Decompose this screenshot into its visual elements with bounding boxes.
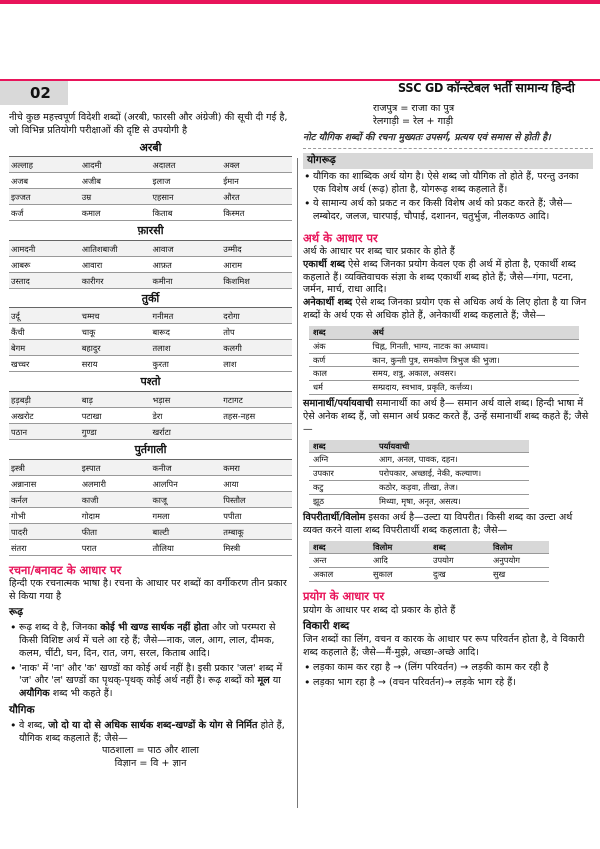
table-cell: परात bbox=[80, 539, 151, 555]
table-row bbox=[9, 324, 292, 340]
table-cell: बेगम bbox=[9, 340, 80, 356]
table-title: पश्तो bbox=[140, 375, 161, 389]
table-cell: पपीता bbox=[221, 507, 292, 523]
yaugik-bullet-1: • वे शब्द, जो दो या दो से अधिक सार्थक शब्द-खण्डों के योग से निर्मित होते हैं, यौगिक शब्द कहलाते हैं; जैसे— bbox=[9, 720, 292, 746]
section-heading-arth: अर्थ के आधार पर bbox=[303, 230, 378, 245]
table-cell: चाकू bbox=[80, 324, 151, 340]
table-cell: काजू bbox=[151, 491, 222, 507]
table-cell: शब्द bbox=[429, 541, 489, 554]
table-cell: गनीमत bbox=[151, 308, 222, 324]
table-row bbox=[309, 568, 549, 582]
table-cell: अक्ल bbox=[221, 157, 292, 173]
table-row bbox=[9, 157, 292, 173]
yogrudh-bullet-2: • ये सामान्य अर्थ को प्रकट न कर किसी विशेष अर्थ को प्रकट करते हैं; जैसे—लम्बोदर, जलज, चारपाई, चौपाई, दशानन, चतुर्भुज, नीलकण्ठ आदि। bbox=[303, 198, 593, 224]
table-cell: आफ़त bbox=[151, 256, 222, 272]
table-cell: पिस्तौल bbox=[221, 491, 292, 507]
table-row bbox=[9, 408, 292, 424]
table-cell: अनुपयोग bbox=[489, 554, 549, 568]
table-cell: कैंची bbox=[9, 324, 80, 340]
table-cell: संतरा bbox=[9, 539, 80, 555]
column-divider bbox=[297, 158, 298, 808]
table-title: अरबी bbox=[139, 140, 162, 154]
dotted-divider bbox=[303, 148, 593, 149]
table-cell: सुख bbox=[489, 568, 549, 582]
table-cell: कनीज bbox=[151, 459, 222, 475]
table-cell: आग, अनल, पावक, दहन। bbox=[375, 453, 529, 467]
table-row bbox=[309, 339, 579, 353]
table-cell: झूठ bbox=[309, 495, 375, 509]
table-cell: पठान bbox=[9, 424, 80, 440]
table-row bbox=[9, 256, 292, 272]
table-cell: आलपिन bbox=[151, 475, 222, 491]
intro-paragraph: नीचे कुछ महत्त्वपूर्ण विदेशी शब्दों (अरबी, फारसी और अंग्रेजी) की सूची दी गई है, जो विभिन्न प्रतियोगी परीक्षाओं की दृष्टि से उपयोगी है bbox=[9, 112, 288, 136]
table-row bbox=[9, 173, 292, 189]
prayog-intro: प्रयोग के आधार पर शब्द दो प्रकार के होते हैं bbox=[303, 604, 456, 616]
rudh-bullet-2: • 'नाक' में 'ना' और 'क' खण्डों का कोई अर्थ नहीं है। इसी प्रकार 'जल' शब्द में 'ज' और 'ल' खण्डों का पृथक्-पृथक् कोई अर्थ नहीं है। रूढ़ शब्दों को मूल या अयौगिक शब्द भी कहते हैं। bbox=[9, 663, 292, 701]
word-table bbox=[9, 240, 292, 289]
table-cell: आबरू bbox=[9, 256, 80, 272]
yaugik-heading: यौगिक bbox=[9, 703, 35, 716]
table-row bbox=[9, 272, 292, 288]
note-yaugik: नोट यौगिक शब्दों की रचना मुख्यतः उपसर्ग, प्रत्यय एवं समास से होती है। bbox=[303, 131, 551, 143]
vilom-paragraph: विपरीतार्थी/विलोम इसका अर्थ है—उल्टा या विपरीत। किसी शब्द का उल्टा अर्थ व्यक्त करने वाला शब्द विपरीतार्थी शब्द कहलाता है; जैसे— bbox=[303, 512, 573, 536]
table-row bbox=[9, 205, 292, 221]
table-cell: मिस्त्री bbox=[221, 539, 292, 555]
table-cell: सम्प्रदाय, स्वभाव, प्रकृति, कर्त्तव्य। bbox=[368, 381, 579, 395]
table-row bbox=[309, 453, 529, 467]
samanarthi-paragraph: समानार्थी/पर्यायवाची समानार्थी का अर्थ है— समान अर्थ वाले शब्द। हिन्दी भाषा में ऐसे अनेक शब्द हैं, जो समान अर्थ प्रकट करते हैं, उन्हें समानार्थी शब्द कहते हैं; जैसे— bbox=[303, 398, 589, 435]
table-cell: परोपकार, अच्छाई, नेकी, कल्याण। bbox=[375, 467, 529, 481]
table-cell: शब्द bbox=[309, 440, 375, 453]
table-row bbox=[9, 459, 292, 475]
table-cell: कुरता bbox=[151, 356, 222, 372]
table-cell: गुण्डा bbox=[80, 424, 151, 440]
table-cell: गोदाम bbox=[80, 507, 151, 523]
table-cell: खर्राटा bbox=[151, 424, 222, 440]
top-color-line bbox=[0, 0, 600, 4]
table-cell: सुकाल bbox=[369, 568, 429, 582]
vikari-bullet-2: • लड़का भाग रहा है → (वचन परिवर्तन)→ लड़के भाग रहे हैं। bbox=[303, 677, 593, 690]
vikari-heading: विकारी शब्द bbox=[303, 620, 350, 633]
table-row bbox=[9, 340, 292, 356]
table-cell: तोप bbox=[221, 324, 292, 340]
table-cell: औरत bbox=[221, 189, 292, 205]
yogrudh-bullet-1: • यौगिक का शाब्दिक अर्थ योग है। ऐसे शब्द जो यौगिक तो होते हैं, परन्तु उनका एक विशेष अर्थ (रूढ़) होता है, योगरूढ़ शब्द कहलाते हैं। bbox=[303, 171, 593, 197]
table-cell: उपकार bbox=[309, 467, 375, 481]
word-table bbox=[9, 391, 292, 440]
yaugik-example-2: विज्ञान = वि + ज्ञान bbox=[114, 758, 187, 770]
header-title: SSC GD कॉन्स्टेबल भर्ती सामान्य हिन्दी bbox=[398, 80, 575, 95]
table-cell: आतिशबाजी bbox=[80, 240, 151, 256]
table-cell: ईमान bbox=[221, 173, 292, 189]
table-cell: अजब bbox=[9, 173, 80, 189]
arth-intro: अर्थ के आधार पर शब्द चार प्रकार के होते हैं bbox=[303, 246, 455, 258]
table-cell: अग्नि bbox=[309, 453, 375, 467]
page-number: 02 bbox=[0, 81, 68, 105]
table-cell: इलाज bbox=[151, 173, 222, 189]
table-cell: उम्र bbox=[80, 189, 151, 205]
table-cell: तौलिया bbox=[151, 539, 222, 555]
table-cell: अदालत bbox=[151, 157, 222, 173]
table-title: फ़ारसी bbox=[137, 224, 164, 238]
table-cell: किस्मत bbox=[221, 205, 292, 221]
table-cell: विलोम bbox=[369, 541, 429, 554]
rudh-bullet-1: • रूढ़ शब्द वे है, जिनका कोई भी खण्ड सार्थक नहीं होता और जो परम्परा से किसी विशिष्ट अर्थ में चले आ रहे हैं; जैसे—नाक, जल, आग, लाल, दीमक, कलम, चींटी, घन, दिन, रात, जग, सरल, किताब आदि। bbox=[9, 622, 292, 660]
table-cell: आया bbox=[221, 475, 292, 491]
table-cell: सराय bbox=[80, 356, 151, 372]
table-cell: अखरोट bbox=[9, 408, 80, 424]
table-cell: आदमी bbox=[80, 157, 151, 173]
samanarthi-table bbox=[309, 440, 529, 510]
table-cell: हड़बड़ी bbox=[9, 392, 80, 408]
table-title: तुर्की bbox=[141, 291, 160, 305]
table-row bbox=[9, 392, 292, 408]
table-cell: अलमारी bbox=[80, 475, 151, 491]
table-row bbox=[309, 326, 579, 339]
section-heading-prayog: प्रयोग के आधार पर bbox=[303, 589, 385, 604]
table-row bbox=[9, 507, 292, 523]
table-cell: बाड़ bbox=[80, 392, 151, 408]
table-cell: दरोगा bbox=[221, 308, 292, 324]
foreign-word-tables bbox=[9, 141, 292, 556]
table-row bbox=[309, 541, 549, 554]
table-cell: दुःख bbox=[429, 568, 489, 582]
table-cell: लाश bbox=[221, 356, 292, 372]
yaugik-example-1: पाठशाला = पाठ और शाला bbox=[102, 745, 199, 757]
table-cell: पादरी bbox=[9, 523, 80, 539]
table-row bbox=[9, 475, 292, 491]
table-cell: किशमिश bbox=[221, 272, 292, 288]
rudh-heading: रूढ़ bbox=[9, 606, 24, 619]
table-cell: अल्लाह bbox=[9, 157, 80, 173]
table-cell: इस्त्री bbox=[9, 459, 80, 475]
table-cell: अन्नानास bbox=[9, 475, 80, 491]
word-table bbox=[9, 156, 292, 221]
left-column bbox=[9, 112, 292, 771]
table-cell: पटाखा bbox=[80, 408, 151, 424]
table-cell: उम्मीद bbox=[221, 240, 292, 256]
table-cell: कर्ण bbox=[309, 353, 368, 367]
table-row bbox=[309, 367, 579, 381]
table-cell: अर्थ bbox=[368, 326, 579, 339]
table-cell: कारीगर bbox=[80, 272, 151, 288]
table-row bbox=[9, 356, 292, 372]
table-cell: काल bbox=[309, 367, 368, 381]
table-row bbox=[309, 440, 529, 453]
table-cell: एहसान bbox=[151, 189, 222, 205]
table-title: पुर्तगाली bbox=[134, 443, 167, 456]
word-table bbox=[9, 307, 292, 372]
table-cell: आदि bbox=[369, 554, 429, 568]
right-column bbox=[303, 103, 593, 689]
table-cell: धर्म bbox=[309, 381, 368, 395]
table-row bbox=[309, 495, 529, 509]
table-cell: अंक bbox=[309, 339, 368, 353]
table-row bbox=[309, 381, 579, 395]
ekarthi-paragraph: एकार्थी शब्द ऐसे शब्द जिनका प्रयोग केवल एक ही अर्थ में होता है, एकार्थी शब्द कहलाते हैं। व्यक्तिवाचक संज्ञा के शब्द एकार्थी शब्द होते हैं; जैसे—गंगा, पटना, जर्मन, मार्च, राधा आदि। bbox=[303, 258, 576, 296]
table-row bbox=[309, 353, 579, 367]
table-cell: बाल्टी bbox=[151, 523, 222, 539]
anekarthi-table bbox=[309, 326, 579, 396]
table-cell: शब्द bbox=[309, 541, 369, 554]
table-cell: कमाल bbox=[80, 205, 151, 221]
table-cell: कटु bbox=[309, 481, 375, 495]
table-cell: आवारा bbox=[80, 256, 151, 272]
table-cell: गमला bbox=[151, 507, 222, 523]
table-cell: कमीना bbox=[151, 272, 222, 288]
table-cell: भड़ास bbox=[151, 392, 222, 408]
table-row bbox=[9, 523, 292, 539]
table-cell: कमरा bbox=[221, 459, 292, 475]
table-cell: उपयोग bbox=[429, 554, 489, 568]
table-cell: गोभी bbox=[9, 507, 80, 523]
table-cell: फीता bbox=[80, 523, 151, 539]
table-cell: शब्द bbox=[309, 326, 368, 339]
table-cell: इज्जत bbox=[9, 189, 80, 205]
table-cell: कर्ज bbox=[9, 205, 80, 221]
table-cell: कलगी bbox=[221, 340, 292, 356]
table-row bbox=[309, 467, 529, 481]
section-heading-rachna: रचना/बनावट के आधार पर bbox=[9, 562, 122, 577]
table-cell: तहस-नहस bbox=[221, 408, 292, 424]
table-cell: आराम bbox=[221, 256, 292, 272]
table-cell: बारूद bbox=[151, 324, 222, 340]
table-cell: इस्पात bbox=[80, 459, 151, 475]
table-row bbox=[9, 491, 292, 507]
table-cell: अन्त bbox=[309, 554, 369, 568]
yogrudh-heading: योगरूढ़ bbox=[303, 153, 593, 169]
table-cell: अकाल bbox=[309, 568, 369, 582]
table-cell bbox=[221, 424, 292, 440]
table-row bbox=[9, 308, 292, 324]
table-cell: चम्मच bbox=[80, 308, 151, 324]
table-cell: उर्दू bbox=[9, 308, 80, 324]
table-cell: चिह्न, गिनती, भाग्य, नाटक का अध्याय। bbox=[368, 339, 579, 353]
table-cell: डेरा bbox=[151, 408, 222, 424]
example-rajputra: राजपुत्र = राजा का पुत्र bbox=[373, 103, 455, 114]
word-table bbox=[9, 459, 292, 556]
table-cell: विलोम bbox=[489, 541, 549, 554]
table-cell: तलाश bbox=[151, 340, 222, 356]
anekarthi-paragraph: अनेकार्थी शब्द ऐसे शब्द जिनका प्रयोग एक से अधिक अर्थ के लिए होता है या जिन शब्दों के अर्थ एक से अधिक होते हैं, अनेकार्थी शब्द कहलाते हैं; जैसे— bbox=[303, 297, 587, 321]
example-relgadi: रेलगाड़ी = रेल + गाड़ी bbox=[373, 115, 454, 127]
table-row bbox=[9, 424, 292, 440]
table-cell: आमदनी bbox=[9, 240, 80, 256]
table-cell: काजी bbox=[80, 491, 151, 507]
rachna-intro: हिन्दी एक रचनात्मक भाषा है। रचना के आधार पर शब्दों का वर्गीकरण तीन प्रकार से किया गया है bbox=[9, 577, 287, 602]
vikari-bullet-1: • लड़का काम कर रहा है → (लिंग परिवर्तन) → लड़की काम कर रही है bbox=[303, 662, 593, 675]
table-cell: कर्नल bbox=[9, 491, 80, 507]
table-cell: गटागट bbox=[221, 392, 292, 408]
table-cell: बहादुर bbox=[80, 340, 151, 356]
table-cell: कान, कुन्ती पुत्र, समकोण त्रिभुज की भुजा। bbox=[368, 353, 579, 367]
vilom-table bbox=[309, 541, 549, 583]
table-cell: समय, शत्रु, अकाल, अवसर। bbox=[368, 367, 579, 381]
table-cell: तम्बाकू bbox=[221, 523, 292, 539]
table-row bbox=[309, 554, 549, 568]
table-row bbox=[309, 481, 529, 495]
table-cell: आवाज bbox=[151, 240, 222, 256]
table-cell: मिथ्या, मृषा, अनृत, असत्य। bbox=[375, 495, 529, 509]
table-cell: पर्यायवाची bbox=[375, 440, 529, 453]
table-row bbox=[9, 240, 292, 256]
table-cell: अजीब bbox=[80, 173, 151, 189]
table-cell: उस्ताद bbox=[9, 272, 80, 288]
table-row bbox=[9, 189, 292, 205]
table-cell: कठोर, कड़वा, तीखा, तेज। bbox=[375, 481, 529, 495]
table-cell: किताब bbox=[151, 205, 222, 221]
table-row bbox=[9, 539, 292, 555]
table-cell: खच्चर bbox=[9, 356, 80, 372]
vikari-paragraph: जिन शब्दों का लिंग, वचन व कारक के आधार पर रूप परिवर्तन होता है, वे विकारी शब्द कहलाते हैं; जैसे—मैं-मुझे, अच्छा-अच्छे आदि। bbox=[303, 634, 585, 658]
